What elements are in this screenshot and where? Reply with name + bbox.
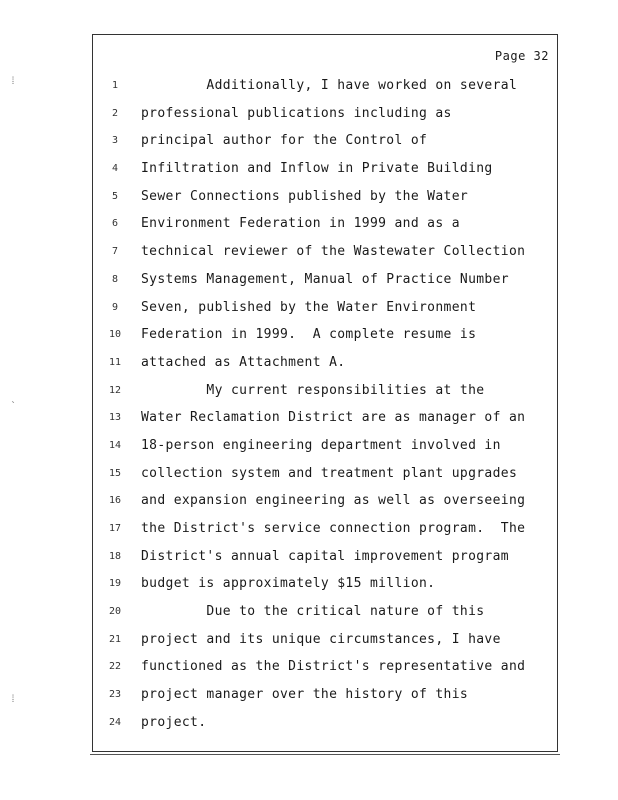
transcript-line — [93, 709, 557, 737]
transcript-line — [93, 155, 557, 183]
transcript-line — [93, 266, 557, 294]
line-number: 16 — [108, 495, 122, 507]
line-text: budget is approximately $15 million. — [141, 576, 436, 592]
line-number: 19 — [108, 578, 122, 590]
line-number: 6 — [111, 218, 119, 230]
line-number: 18 — [108, 550, 122, 562]
line-number: 14 — [108, 439, 122, 451]
line-number: 20 — [108, 606, 122, 618]
transcript-line — [93, 653, 557, 681]
transcript-lines — [93, 72, 557, 737]
line-number: 17 — [108, 523, 122, 534]
line-number: 13 — [108, 412, 122, 424]
line-text: Federation in 1999. A complete resume is — [141, 327, 477, 343]
page-number: Page 32 — [494, 49, 549, 63]
line-number: 1 — [111, 80, 119, 91]
line-number: 7 — [111, 246, 119, 258]
transcript-line — [93, 570, 557, 598]
line-number: 4 — [111, 163, 119, 175]
line-text: Sewer Connections published by the Water — [141, 188, 469, 204]
line-text: Infiltration and Inflow in Private Building — [141, 161, 493, 177]
line-number: 15 — [108, 467, 122, 479]
line-number: 3 — [111, 135, 119, 147]
line-text: My current responsibilities at the — [141, 382, 485, 398]
line-text: project manager over the history of this — [141, 687, 469, 703]
line-text: Environment Federation in 1999 and as a — [141, 216, 460, 232]
transcript-line — [93, 183, 557, 211]
line-text: Systems Management, Manual of Practice Number — [141, 271, 509, 287]
transcript-line — [93, 460, 557, 488]
transcript-line — [93, 543, 557, 571]
transcript-line — [93, 210, 557, 238]
line-number: 2 — [111, 107, 119, 119]
line-number: 22 — [108, 661, 122, 673]
line-text: project. — [141, 714, 207, 730]
line-number: 5 — [111, 190, 119, 202]
transcript-line — [93, 626, 557, 654]
line-text: District's annual capital improvement program — [141, 548, 509, 564]
line-number: 12 — [108, 384, 122, 396]
line-text: project and its unique circumstances, I have — [141, 631, 501, 647]
transcript-line — [93, 487, 557, 515]
line-number: 9 — [111, 301, 119, 313]
line-text: the District's service connection program. The — [141, 521, 526, 536]
line-number: 21 — [108, 633, 122, 645]
transcript-line — [93, 100, 557, 128]
line-text: functioned as the District's representative and — [141, 659, 526, 675]
line-text: collection system and treatment plant upgrades — [141, 465, 518, 481]
line-number: 11 — [108, 356, 122, 368]
transcript-line — [93, 349, 557, 377]
transcript-line — [93, 238, 557, 266]
transcript-line — [93, 404, 557, 432]
transcript-line — [93, 515, 557, 543]
transcript-line — [93, 127, 557, 155]
line-text: professional publications including as — [141, 105, 452, 121]
line-text: Due to the critical nature of this — [141, 604, 485, 620]
margin-mark: ⁞ — [10, 76, 17, 87]
transcript-line — [93, 72, 557, 100]
line-text: and expansion engineering as well as overseeing — [141, 493, 526, 509]
line-text: technical reviewer of the Wastewater Collection — [141, 244, 526, 260]
line-number: 8 — [111, 273, 119, 285]
margin-mark: ⁞ — [10, 694, 17, 705]
line-text: Water Reclamation District are as manager of an — [141, 410, 526, 426]
margin-mark: ˎ — [10, 392, 17, 403]
line-text: principal author for the Control of — [141, 133, 428, 149]
line-number: 23 — [108, 689, 122, 701]
transcript-line — [93, 681, 557, 709]
transcript-line — [93, 598, 557, 626]
line-text: attached as Attachment A. — [141, 354, 346, 370]
transcript-page — [92, 34, 558, 752]
line-number: 24 — [108, 716, 122, 728]
line-text: Additionally, I have worked on several — [141, 78, 518, 93]
transcript-line — [93, 377, 557, 405]
line-text: Seven, published by the Water Environment — [141, 299, 477, 315]
transcript-line — [93, 294, 557, 322]
transcript-line — [93, 432, 557, 460]
line-number: 10 — [108, 329, 122, 341]
line-text: 18-person engineering department involved in — [141, 437, 501, 453]
transcript-line — [93, 321, 557, 349]
